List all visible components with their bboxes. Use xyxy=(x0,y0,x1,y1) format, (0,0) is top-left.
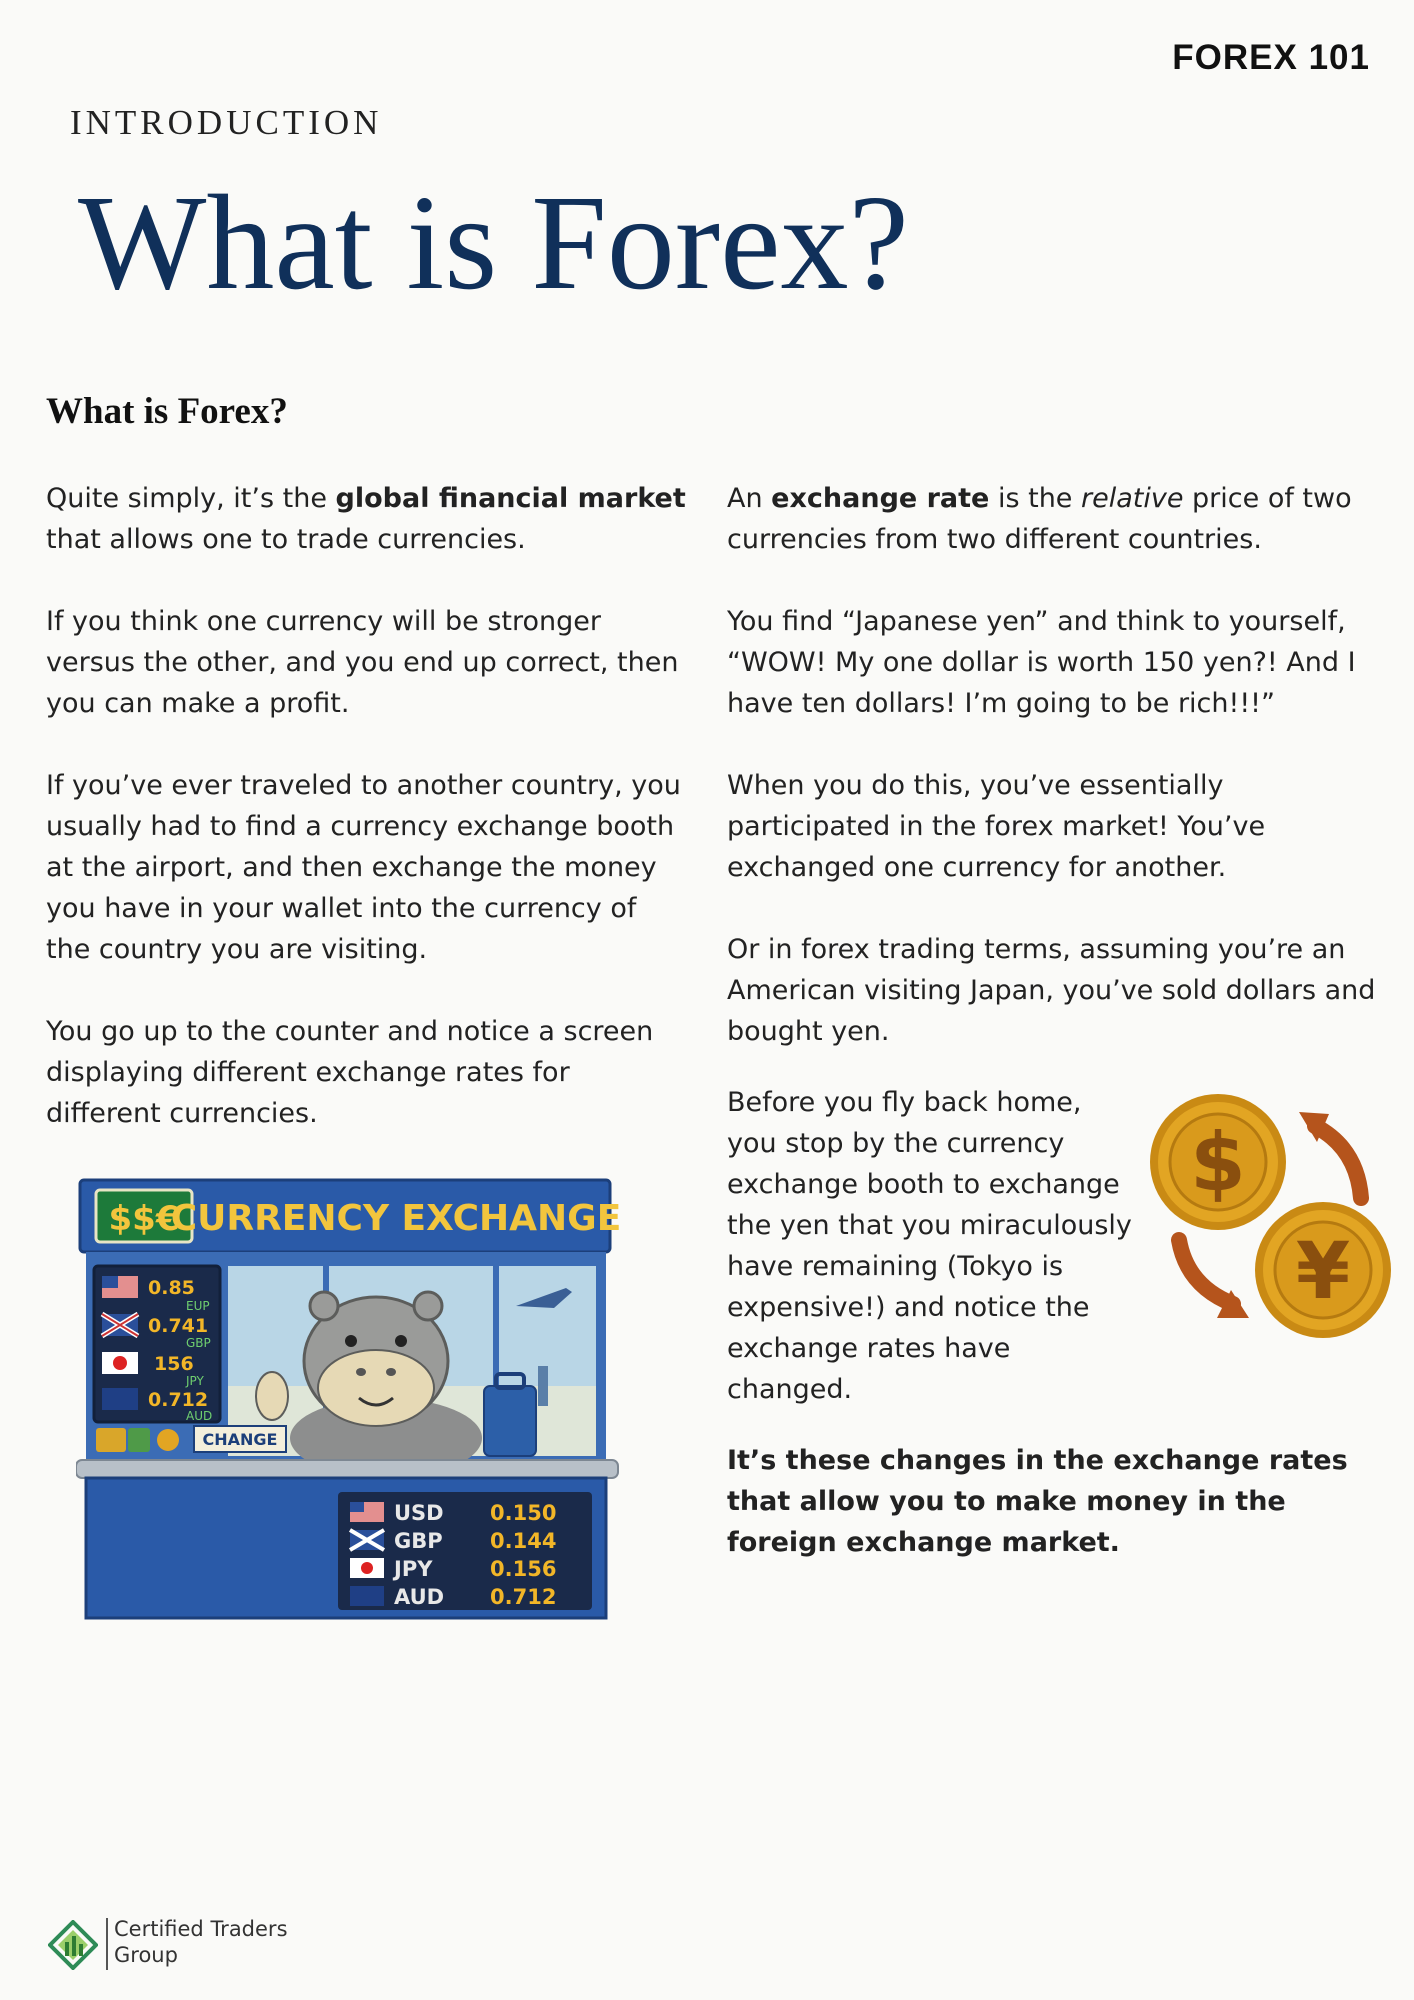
right-paragraph-1: An exchange rate is the relative price of two currencies from two different countries. xyxy=(727,483,1352,555)
right-paragraph-2: You find “Japanese yen” and think to yourself, “WOW! My one dollar is worth 150 yen?! And I have ten dollars! I’m going to be rich!!!” xyxy=(727,606,1356,719)
left-paragraph-1: Quite simply, it’s the global financial market that allows one to trade currencies. xyxy=(46,483,686,555)
right-paragraph-3: When you do this, you’ve essentially participated in the forex market! You’ve exchanged one currency for another. xyxy=(727,770,1266,883)
brand-logo-icon xyxy=(48,1920,98,1970)
right-column xyxy=(727,478,1377,1604)
counter-value-3: 0.156 xyxy=(490,1557,557,1581)
side-rate-value-3: 156 xyxy=(154,1353,194,1375)
side-rate-value-1: 0.85 xyxy=(148,1277,195,1299)
counter-code-1: USD xyxy=(394,1501,444,1525)
counter-value-1: 0.150 xyxy=(490,1501,557,1525)
counter-code-2: GBP xyxy=(394,1529,443,1553)
footer-divider xyxy=(106,1918,108,1970)
dollar-symbol: $ xyxy=(1190,1116,1246,1209)
left-paragraph-2: If you think one currency will be stronger versus the other, and you end up correct, then you can make a profit. xyxy=(46,606,679,719)
yen-symbol: ¥ xyxy=(1295,1227,1351,1317)
sign-text: CURRENCY EXCHANGE xyxy=(170,1198,622,1239)
right-paragraph-5: Before you fly back home, you stop by the currency exchange booth to exchange the yen that you miraculously have remaining (Tokyo is expensive!) and notice the exchange rates have changed. xyxy=(727,1087,1132,1405)
brand-name: Certified Traders Group xyxy=(114,1917,288,1967)
counter-value-4: 0.712 xyxy=(490,1585,557,1609)
side-rate-code-4: AUD xyxy=(186,1409,213,1423)
right-paragraph-6: It’s these changes in the exchange rates that allow you to make money in the foreign exchange market. xyxy=(727,1445,1348,1558)
left-paragraph-3: If you’ve ever traveled to another country, you usually had to find a currency exchange booth at the airport, and then exchange the money you have in your wallet into the currency of the country you are visiting. xyxy=(46,770,681,965)
counter-code-4: AUD xyxy=(394,1585,445,1609)
side-rate-value-4: 0.712 xyxy=(148,1389,209,1411)
currency-swap-icon xyxy=(1143,1090,1398,1345)
side-rate-code-2: GBP xyxy=(186,1336,211,1350)
counter-value-2: 0.144 xyxy=(490,1529,557,1553)
section-label: INTRODUCTION xyxy=(70,103,383,142)
section-subtitle: What is Forex? xyxy=(46,391,288,432)
page-title: What is Forex? xyxy=(78,168,909,318)
currency-exchange-illustration xyxy=(76,1176,624,1624)
side-rate-code-1: EUP xyxy=(186,1299,210,1313)
counter-code-3: JPY xyxy=(394,1557,433,1581)
sign-symbols: $$€ xyxy=(108,1199,180,1239)
side-rate-value-2: 0.741 xyxy=(148,1315,209,1337)
change-label: CHANGE xyxy=(202,1430,278,1449)
side-rate-code-3: JPY xyxy=(186,1374,204,1388)
left-column xyxy=(46,478,686,1175)
left-paragraph-4: You go up to the counter and notice a screen displaying different exchange rates for different currencies. xyxy=(46,1016,654,1129)
series-label: FOREX 101 xyxy=(1172,38,1370,77)
right-paragraph-4: Or in forex trading terms, assuming you’re an American visiting Japan, you’ve sold dollars and bought yen. xyxy=(727,934,1376,1047)
